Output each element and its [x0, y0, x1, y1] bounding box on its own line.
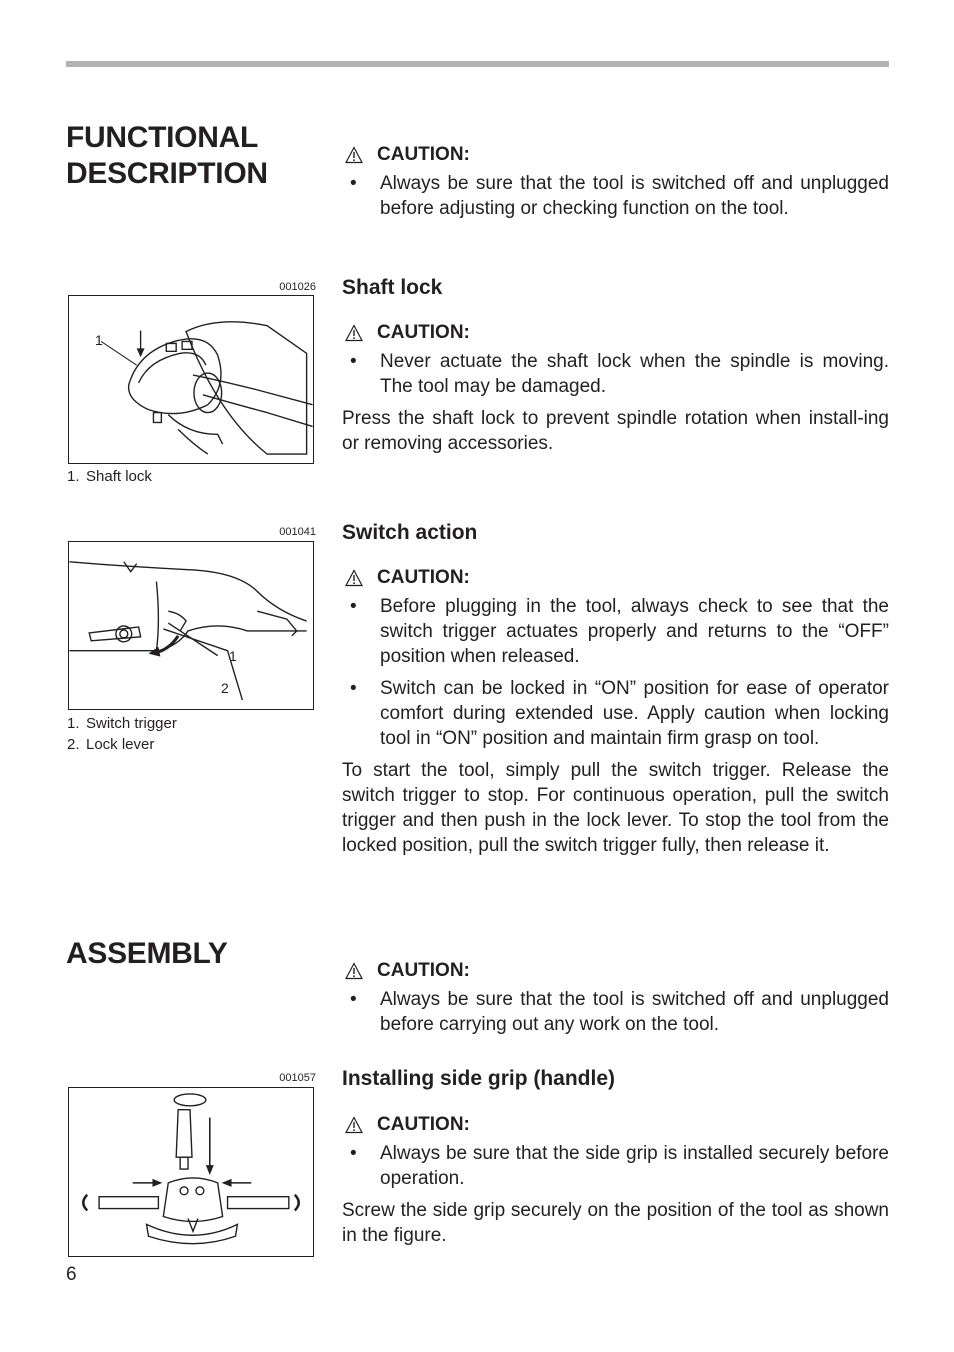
bullet-item: • Always be sure that the tool is switched off and unplugged before adjusting or checking function on the tool. [350, 173, 889, 219]
figure-caption: 1. Switch trigger [67, 715, 177, 732]
warning-triangle-icon [345, 324, 363, 342]
shaft-lock-section [342, 275, 889, 456]
figure-shaft-lock [68, 295, 314, 464]
side-grip-illustration [69, 1088, 313, 1256]
switch-action-section [342, 520, 889, 858]
switch-action-illustration [69, 542, 313, 709]
figure-id: 001041 [279, 526, 316, 538]
subheading-switch-action: Switch action [342, 521, 478, 544]
shaft-lock-illustration [69, 296, 313, 463]
general-caution-block [342, 142, 889, 221]
subheading-shaft-lock: Shaft lock [342, 276, 443, 299]
warning-triangle-icon [345, 962, 363, 980]
section-heading-assembly: ASSEMBLY [66, 937, 228, 970]
figure-switch-action [68, 541, 314, 710]
caution-heading: CAUTION: [342, 320, 889, 345]
figure-caption: 1. Shaft lock [67, 468, 152, 485]
figure-caption: 2. Lock lever [67, 736, 155, 753]
paragraph: Screw the side grip securely on the position of the tool as shown in the figure. [342, 1200, 889, 1246]
figure-id: 001026 [279, 281, 316, 293]
page-number: 6 [66, 1264, 77, 1285]
section-heading-functional-description: FUNCTIONAL DESCRIPTION [66, 121, 268, 190]
bullet-item: • Never actuate the shaft lock when the spindle is moving. The tool may be damaged. [350, 351, 889, 397]
subheading-side-grip: Installing side grip (handle) [342, 1067, 616, 1090]
assembly-caution-block [342, 958, 889, 1037]
paragraph: Press the shaft lock to prevent spindle rotation when install-ing or removing accessories. [342, 408, 889, 454]
bullet-item: • Switch can be locked in “ON” position for ease of operator comfort during extended use. Apply caution when locking tool in “ON” position and maintain firm grasp on tool. [350, 678, 889, 749]
figure-id: 001057 [279, 1072, 316, 1084]
callout-1: 1 [95, 332, 103, 348]
warning-triangle-icon [345, 569, 363, 587]
caution-heading: CAUTION: [342, 142, 889, 167]
bullet-item: • Before plugging in the tool, always check to see that the switch trigger actuates properly and returns to the “OFF” position when released. [350, 596, 889, 667]
caution-heading: CAUTION: [342, 958, 889, 983]
figure-side-grip [68, 1087, 314, 1257]
caution-heading: CAUTION: [342, 1112, 889, 1137]
warning-triangle-icon [345, 146, 363, 164]
paragraph: To start the tool, simply pull the switch trigger. Release the switch trigger to stop. For continuous operation, pull the switch trigger and then push in the lock lever. To stop the tool from the locked position, pull the switch trigger fully, then release it. [342, 760, 889, 856]
side-grip-section [342, 1066, 889, 1248]
header-rule [66, 61, 889, 67]
bullet-item: • Always be sure that the tool is switched off and unplugged before carrying out any work on the tool. [350, 989, 889, 1035]
callout-1: 1 [229, 648, 237, 664]
callout-2: 2 [221, 680, 229, 696]
warning-triangle-icon [345, 1116, 363, 1134]
bullet-item: • Always be sure that the side grip is installed securely before operation. [350, 1143, 889, 1189]
caution-heading: CAUTION: [342, 565, 889, 590]
